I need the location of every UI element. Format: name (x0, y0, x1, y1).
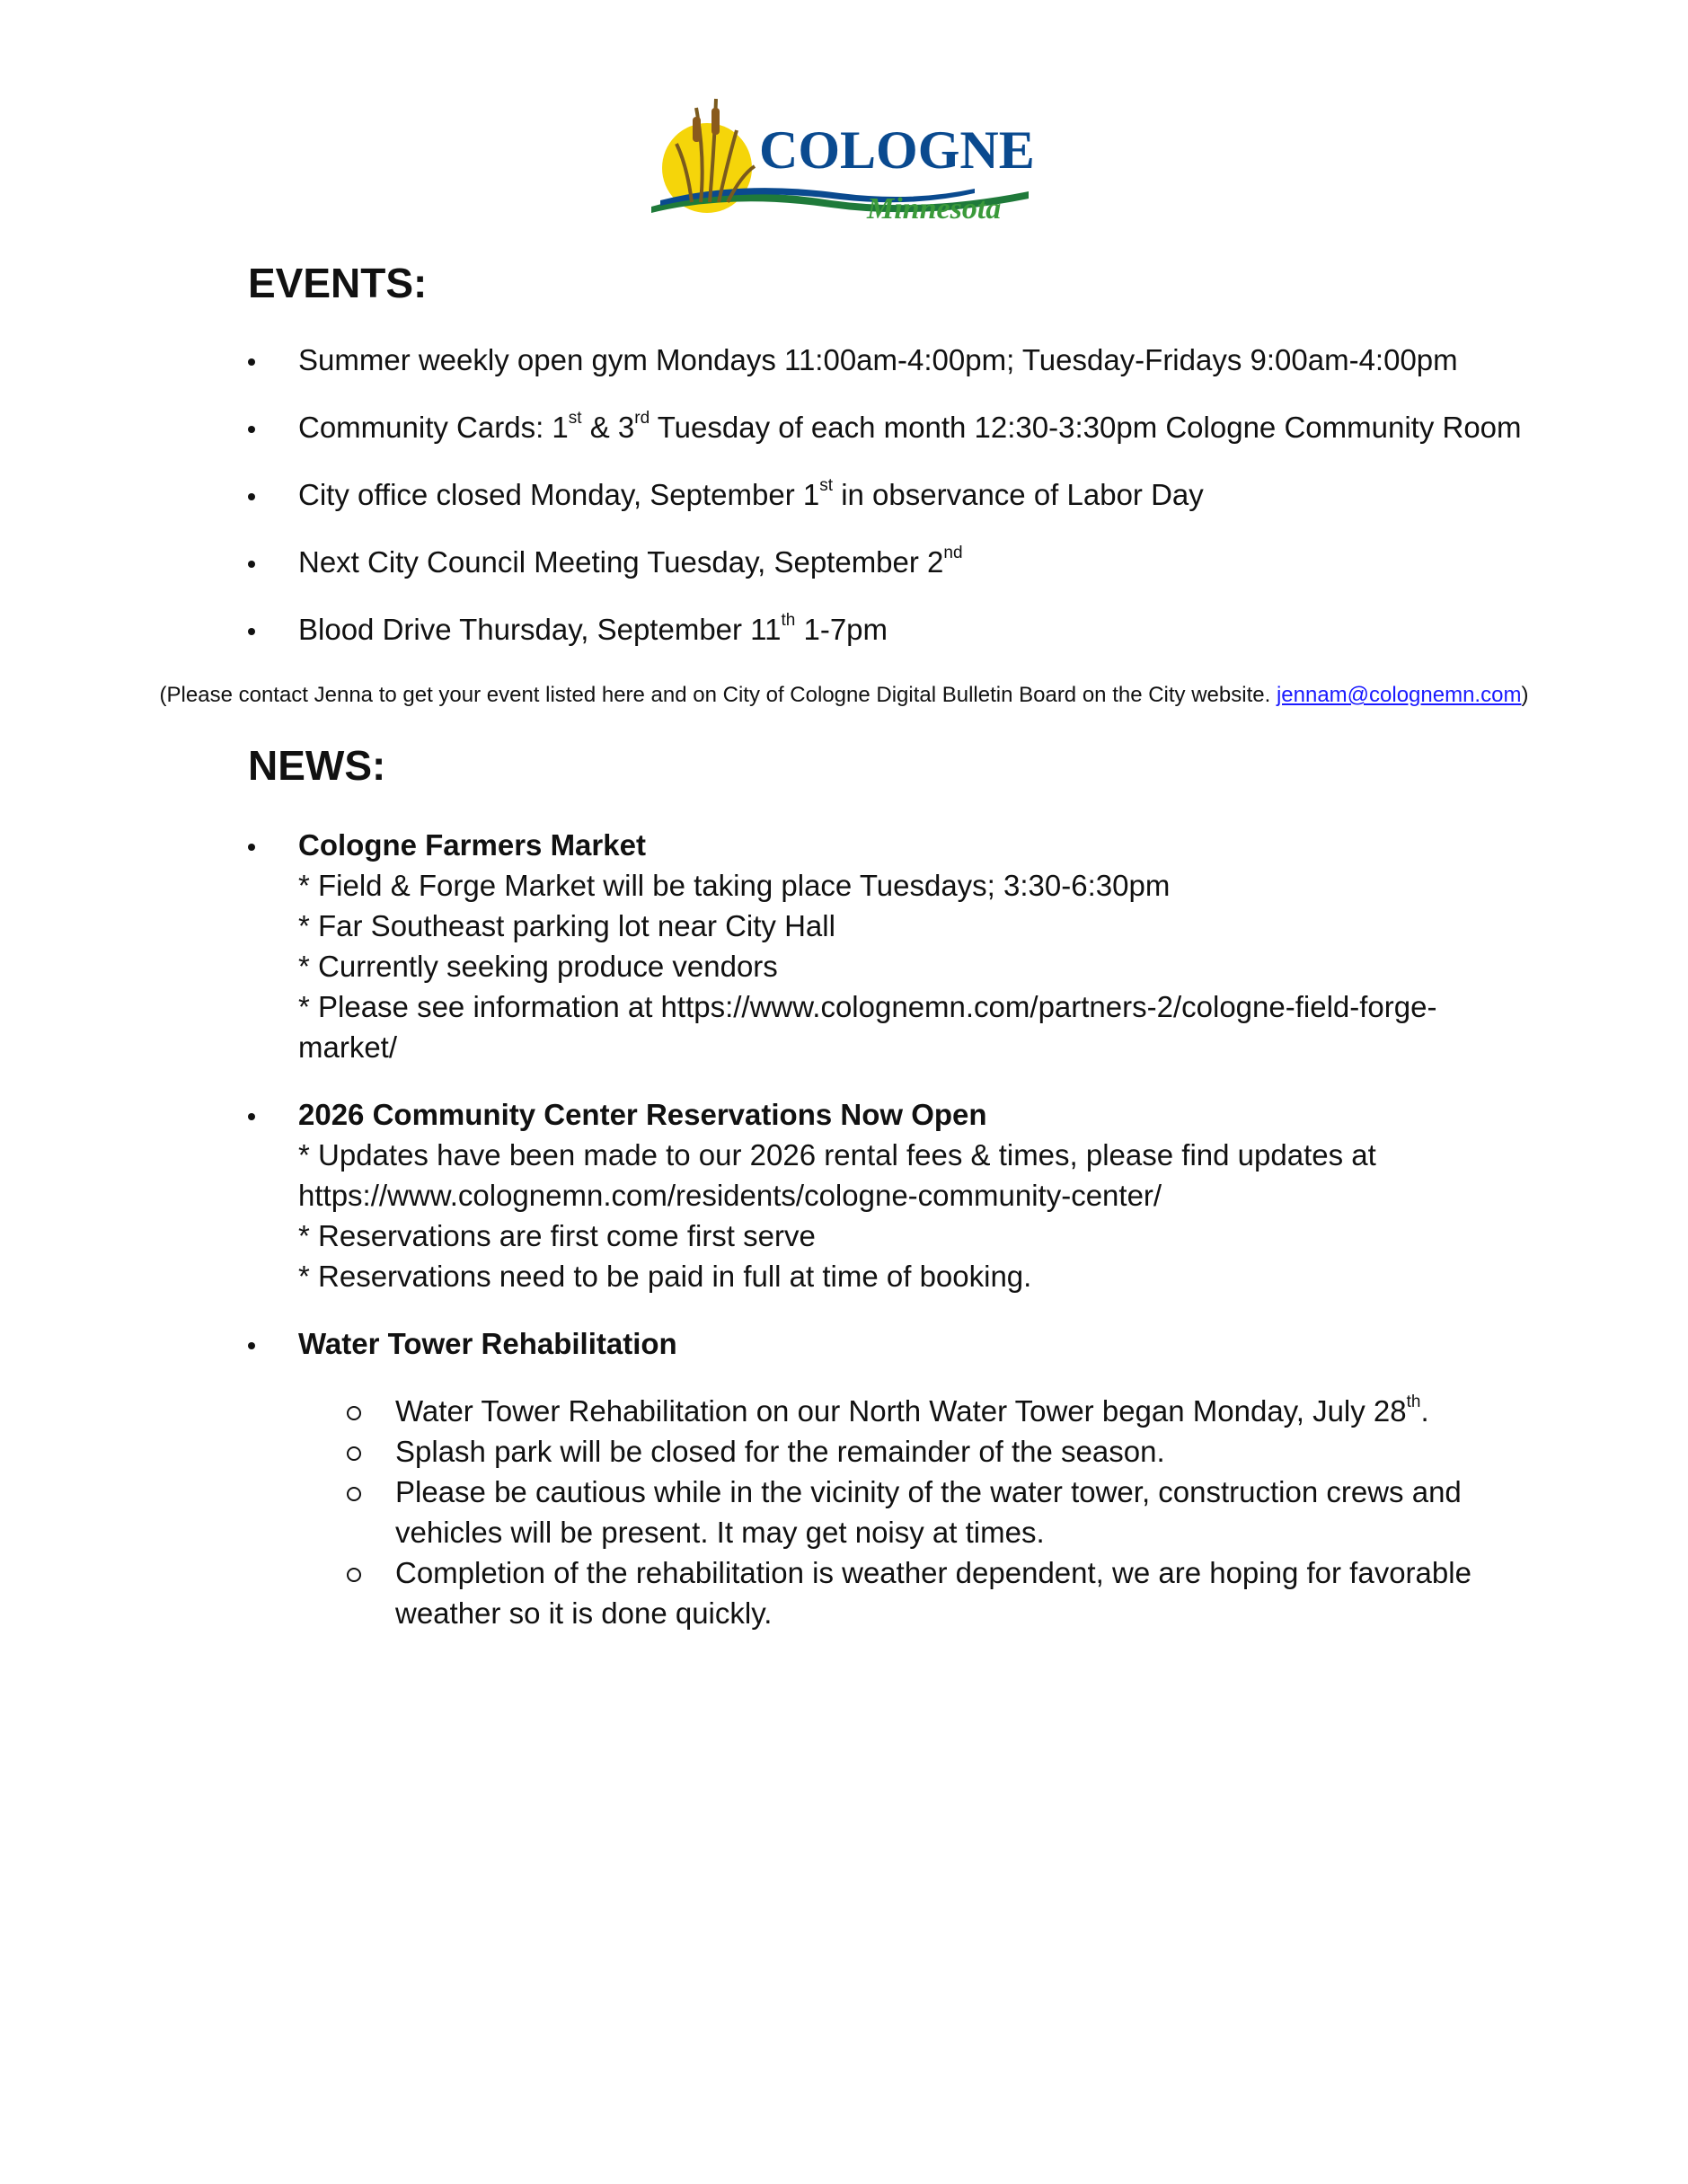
news-item-title: Water Tower Rehabilitation (298, 1327, 677, 1360)
news-item-title: 2026 Community Center Reservations Now Open (298, 1098, 987, 1131)
email-link[interactable]: jennam@colognemn.com (1276, 683, 1522, 707)
list-item: City office closed Monday, September 1st in observance of Labor Day (248, 474, 1551, 515)
logo-text: COLOGNE (759, 120, 1035, 180)
events-list (248, 340, 1551, 676)
list-item: Blood Drive Thursday, September 11th 1-7pm (248, 609, 1551, 650)
list-item: Summer weekly open gym Mondays 11:00am-4:00pm; Tuesday-Fridays 9:00am-4:00pm (248, 340, 1551, 380)
list-item: Next City Council Meeting Tuesday, September 2nd (248, 542, 1551, 582)
news-heading: NEWS: (248, 742, 386, 789)
events-heading: EVENTS: (248, 260, 428, 306)
news-item-title: Cologne Farmers Market (298, 828, 646, 862)
water-tower-sublist (298, 1391, 1551, 1633)
list-item: Please be cautious while in the vicinity of the water tower, construction crews and vehicles will be present. It may get noisy at times. (347, 1472, 1551, 1552)
logo-subtext: Minnesota (867, 192, 1002, 225)
events-contact-note: (Please contact Jenna to get your event listed here and on City of Cologne Digital Bulletin Board on the City website. jennam@colognemn.com) (159, 683, 1529, 707)
news-list (248, 825, 1551, 1660)
list-item: Community Cards: 1st & 3rd Tuesday of each month 12:30-3:30pm Cologne Community Room (248, 407, 1551, 447)
news-item-farmers-market: Cologne Farmers Market * Field & Forge Market will be taking place Tuesdays; 3:30-6:30pm * Far Southeast parking lot near City Hall * Currently seeking produce vendors * Please see information at https://www.colognemn.com/partners-2/cologne-field-forge-market/ (248, 825, 1551, 1067)
news-item-water-tower (248, 1323, 1551, 1633)
list-item: Splash park will be closed for the remainder of the season. (347, 1431, 1551, 1472)
list-item: Completion of the rehabilitation is weather dependent, we are hoping for favorable weather so it is done quickly. (347, 1552, 1551, 1633)
news-item-community-center: 2026 Community Center Reservations Now Open * Updates have been made to our 2026 rental fees & times, please find updates at https://www.colognemn.com/residents/cologne-community-center/ * Reservations are first come first serve * Reservations need to be paid in full at time of booking. (248, 1094, 1551, 1296)
list-item: Water Tower Rehabilitation on our North Water Tower began Monday, July 28th. (347, 1391, 1551, 1431)
cologne-logo (651, 94, 1038, 229)
cattail-sun-icon (651, 94, 1038, 229)
